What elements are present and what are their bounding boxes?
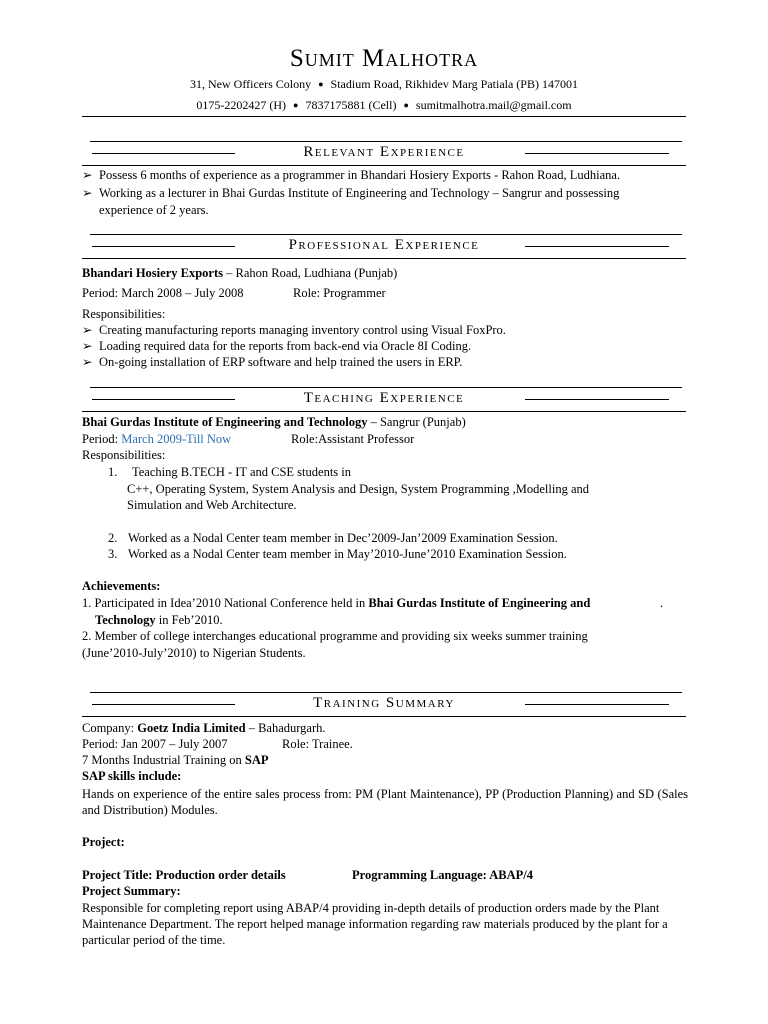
teaching-responsibilities-label: Responsibilities: <box>82 448 166 462</box>
training-role: Role: Trainee. <box>282 737 353 751</box>
teaching-item-1: Teaching B.TECH - IT and CSE students in <box>132 465 352 479</box>
list-number: 3. <box>108 547 118 561</box>
project-heading: Project: <box>82 835 125 849</box>
header-divider <box>82 116 686 117</box>
achievement-2-cont: (June’2010-July’2010) to Nigerian Students. <box>82 646 306 660</box>
bullet-separator: ● <box>293 100 299 110</box>
address-part1: 31, New Officers Colony <box>190 77 312 91</box>
teaching-role: Role:Assistant Professor <box>291 432 415 446</box>
employment-period: Period: March 2008 – July 2008 <box>82 286 244 300</box>
achievement-1-cont: Technology in Feb’2010. <box>95 613 223 627</box>
responsibility-item: ➢ Loading required data for the reports from back-end via Oracle 8I Coding. <box>82 339 472 353</box>
training-company-name: Goetz India Limited <box>137 721 246 735</box>
responsibility-item: ➢ On-going installation of ERP software and help trained the users in ERP. <box>82 355 463 369</box>
teaching-item-1-cont: C++, Operating System, System Analysis and Design, System Programming ,Modelling and <box>127 482 589 496</box>
employer-line: Bhandari Hosiery Exports – Rahon Road, Ludhiana (Punjab) <box>82 266 398 280</box>
institute-line: Bhai Gurdas Institute of Engineering and Technology – Sangrur (Punjab) <box>82 415 466 429</box>
relevant-bullet-1: ➢ Possess 6 months of experience as a programmer in Bhandari Hosiery Exports - Rahon Road, Ludhiana. <box>82 168 621 182</box>
list-number: 1. <box>108 465 118 479</box>
training-period: Period: Jan 2007 – July 2007 <box>82 737 228 751</box>
section-title: Teaching Experience <box>303 390 465 406</box>
achievements-heading: Achievements: <box>82 579 161 593</box>
address-part2: Stadium Road, Rikhidev Marg Patiala (PB) 147001 <box>330 77 578 91</box>
employer-name: Bhandari Hosiery Exports <box>82 266 223 280</box>
training-company: Company: Goetz India Limited – Bahadurgarh. <box>82 721 326 735</box>
section-relevant-experience <box>82 138 686 168</box>
relevant-bullet-2: ➢ Working as a lecturer in Bhai Gurdas Institute of Engineering and Technology – Sangrur and possessing <box>82 186 620 200</box>
candidate-name: Sumit Malhotra <box>289 45 479 72</box>
programming-language: Programming Language: ABAP/4 <box>352 868 534 882</box>
project-title: Project Title: Production order details <box>82 868 286 882</box>
list-number: 2. <box>108 531 118 545</box>
employment-role: Role: Programmer <box>293 286 386 300</box>
relevant-bullet-2-cont: experience of 2 years. <box>99 203 209 217</box>
address-line <box>0 76 768 92</box>
responsibilities-label: Responsibilities: <box>82 307 166 321</box>
project-summary-heading: Project Summary: <box>82 884 181 898</box>
achievement-1-dot: . <box>660 596 664 610</box>
sap-skills-heading: SAP skills include: <box>82 769 182 783</box>
section-title: Relevant Experience <box>303 144 465 160</box>
phone-email-line <box>0 97 768 113</box>
period-value: March 2009-Till Now <box>121 432 232 446</box>
achievement-1: 1. Participated in Idea’2010 National Conference held in Bhai Gurdas Institute of Engineering and <box>82 596 591 610</box>
section-teaching-experience <box>82 384 686 414</box>
bullet-separator: ● <box>318 79 324 89</box>
section-training-summary <box>82 689 686 719</box>
teaching-item-3: Worked as a Nodal Center team member in May’2010-June’2010 Examination Session. <box>128 547 567 561</box>
teaching-period: Period: March 2009-Till Now <box>82 432 232 446</box>
bullet-separator: ● <box>403 100 409 110</box>
project-summary-description: Responsible for completing report using ABAP/4 providing in-depth details of production orders made by the Plant Maintenance Department. The report helped manage information regarding raw materials produced by the plant for a particular period of the time. <box>82 901 668 947</box>
teaching-item-1-cont: Simulation and Web Architecture. <box>127 498 297 512</box>
section-title: Professional Experience <box>288 237 480 253</box>
responsibility-item: ➢ Creating manufacturing reports managing inventory control using Visual FoxPro. <box>82 323 506 337</box>
training-duration: 7 Months Industrial Training on SAP <box>82 753 269 767</box>
teaching-item-2: Worked as a Nodal Center team member in Dec’2009-Jan’2009 Examination Session. <box>128 531 558 545</box>
cell-phone: 7837175881 (Cell) <box>305 98 397 112</box>
email: sumitmalhotra.mail@gmail.com <box>415 98 572 112</box>
achievement-2: 2. Member of college interchanges educational programme and providing six weeks summer training <box>82 629 588 643</box>
section-professional-experience <box>82 231 686 261</box>
institute-name: Bhai Gurdas Institute of Engineering and Technology <box>82 415 368 429</box>
section-title: Training Summary <box>313 695 455 711</box>
home-phone: 0175-2202427 (H) <box>196 98 287 112</box>
sap-skills-description: Hands on experience of the entire sales process from: PM (Plant Maintenance), PP (Production Planning) and SD (Sales and Distribution) Modules. <box>82 787 688 817</box>
